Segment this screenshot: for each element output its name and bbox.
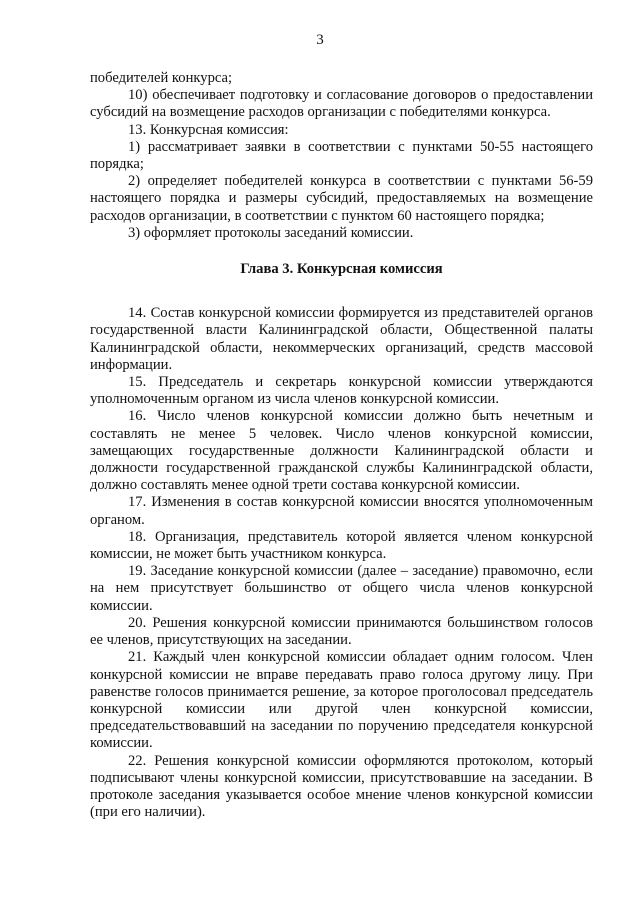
paragraph-section-16: 16. Число членов конкурсной комиссии должно быть нечетным и составлять не менее 5 человек. Число членов конкурсной комиссии, замещающих государственные должности Калининградской области и должности государственной гражданской службы Калининградской области, должно составлять менее одной трети состава конкурсной комиссии. (90, 408, 593, 494)
paragraph-13-item-2: 2) определяет победителей конкурса в соответствии с пунктами 56-59 настоящего порядка и размеры субсидий, предоставляемых на возмещение расходов организации, в соответствии с пунктом 60 настоящего порядка; (90, 173, 593, 224)
paragraph-section-13: 13. Конкурсная комиссия: (128, 121, 289, 138)
paragraph-13-item-3: 3) оформляет протоколы заседаний комиссии. (128, 224, 414, 241)
paragraph-continuation: победителей конкурса; (90, 70, 233, 86)
paragraph-section-21: 21. Каждый член конкурсной комиссии обладает одним голосом. Член конкурсной комиссии не вправе передавать право голоса другому лицу. При равенстве голосов принимается решение, за которое проголосовал председатель конкурсной комиссии или другой член конкурсной комиссии, председательствовавший на заседании по поручению председателя конкурсной комиссии. (90, 649, 593, 752)
paragraph-section-18: 18. Организация, представитель которой является членом конкурсной комиссии, не может быть участником конкурса. (90, 528, 593, 563)
document-body (90, 70, 593, 821)
paragraph-section-20: 20. Решения конкурсной комиссии принимаются большинством голосов ее членов, присутствующих на заседании. (90, 614, 593, 649)
paragraph-13-item-1: 1) рассматривает заявки в соответствии с пунктами 50-55 настоящего порядка; (90, 138, 593, 173)
paragraph-item-10: 10) обеспечивает подготовку и согласование договоров о предоставлении субсидий на возмещение расходов организации с победителями конкурса. (90, 87, 593, 121)
paragraph-section-17: 17. Изменения в состав конкурсной комиссии вносятся уполномоченным органом. (90, 494, 593, 528)
paragraph-section-22: 22. Решения конкурсной комиссии оформляются протоколом, который подписывают члены конкурсной комиссии, присутствовавшие на заседании. В протоколе заседания указывается особое мнение членов конкурсной комиссии (при его наличии). (90, 752, 593, 821)
chapter-heading: Глава 3. Конкурсная комиссия (240, 261, 443, 278)
paragraph-section-15: 15. Председатель и секретарь конкурсной комиссии утверждаются уполномоченным органом из числа членов конкурсной комиссии. (90, 374, 593, 408)
paragraph-section-19: 19. Заседание конкурсной комиссии (далее – заседание) правомочно, если на нем присутствует большинство от общего числа членов конкурсной комиссии. (90, 563, 593, 614)
paragraph-section-14: 14. Состав конкурсной комиссии формируется из представителей органов государственной власти Калининградской области, Общественной палаты Калининградской области, некоммерческих организаций, средств массовой информации. (90, 305, 593, 373)
page-number: 3 (316, 32, 324, 48)
